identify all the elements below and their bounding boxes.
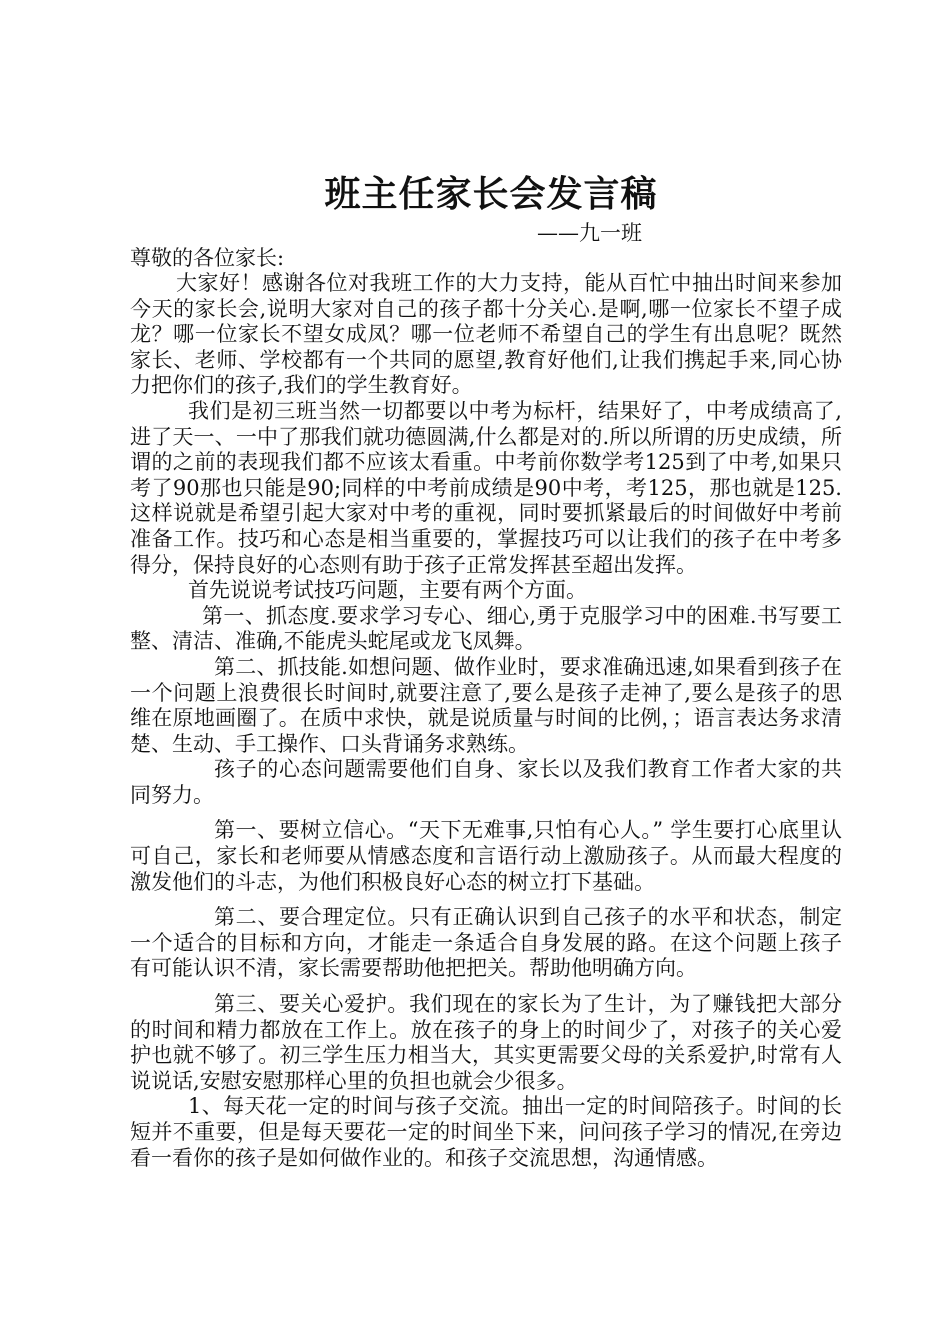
paragraph-skills: 第二、抓技能.如想问题、做作业时，要求准确迅速,如果看到孩子在一个问题上浪费很长时间时,就要注意了,要么是孩子走神了,要么是孩子的思维在原地画圈了。在质中求快，就是说质量与时间的比例，；语言表达务求清楚、生动、手工操作、口头背诵务求熟练。: [130, 654, 842, 756]
paragraph-attitude: 第一、抓态度.要求学习专心、细心,勇于克服学习中的困难.书写要工整、清洁、准确,不能虎头蛇尾或龙飞凤舞。: [130, 603, 842, 654]
paragraph-exam-focus: 我们是初三班当然一切都要以中考为标杆，结果好了，中考成绩高了,进了天一、一中了那我们就功德圆满,什么都是对的.所以所谓的历史成绩，所谓的之前的表现我们都不应该太看重。中考前你数学考125到了中考,如果只考了90那也只能是90;同样的中考前成绩是90中考，考125，那也就是125.这样说就是希望引起大家对中考的重视，同时要抓紧最后的时间做好中考前准备工作。技巧和心态是相当重要的，掌握技巧可以让我们的孩子在中考多得分，保持良好的心态则有助于孩子正常发挥甚至超出发挥。: [130, 398, 842, 577]
paragraph-greeting: 大家好！感谢各位对我班工作的大力支持，能从百忙中抽出时间来参加今天的家长会,说明大家对自己的孩子都十分关心.是啊,哪一位家长不望子成龙？哪一位家长不望女成凤？哪一位老师不希望自己的学生有出息呢？既然家长、老师、学校都有一个共同的愿望,教育好他们,让我们携起手来,同心协力把你们的孩子,我们的学生教育好。: [130, 271, 842, 398]
document-page: [130, 170, 842, 1171]
paragraph-positioning: 第二、要合理定位。只有正确认识到自己孩子的水平和状态，制定一个适合的目标和方向，才能走一条适合自身发展的路。在这个问题上孩子有可能认识不清，家长需要帮助他把把关。帮助他明确方向。: [130, 905, 842, 981]
paragraph-confidence: 第一、要树立信心。“天下无难事,只怕有心人。” 学生要打心底里认可自己，家长和老师要从情感态度和言语行动上激励孩子。从而最大程度的激发他们的斗志，为他们积极良好心态的树立打下基础。: [130, 818, 842, 894]
paragraph-exam-skills-intro: 首先说说考试技巧问题，主要有两个方面。: [188, 578, 587, 603]
paragraph-care: 第三、要关心爱护。我们现在的家长为了生计，为了赚钱把大部分的时间和精力都放在工作上。放在孩子的身上的时间少了，对孩子的关心爱护也就不够了。初三学生压力相当大，其实更需要父母的关系爱护,时常有人说说话,安慰安慰那样心里的负担也就会少很多。: [130, 992, 842, 1093]
salutation: 尊敬的各位家长:: [130, 246, 285, 270]
document-subtitle: ——九一班: [537, 221, 642, 245]
paragraph-daily-communication: 1、每天花一定的时间与孩子交流。抽出一定的时间陪孩子。时间的长短并不重要，但是每天要花一定的时间坐下来，问问孩子学习的情况,在旁边看一看你的孩子是如何做作业的。和孩子交流思想，沟通情感。: [130, 1094, 842, 1170]
document-title: 班主任家长会发言稿: [324, 174, 658, 215]
paragraph-mindset-intro: 孩子的心态问题需要他们自身、家长以及我们教育工作者大家的共同努力。: [130, 757, 842, 807]
